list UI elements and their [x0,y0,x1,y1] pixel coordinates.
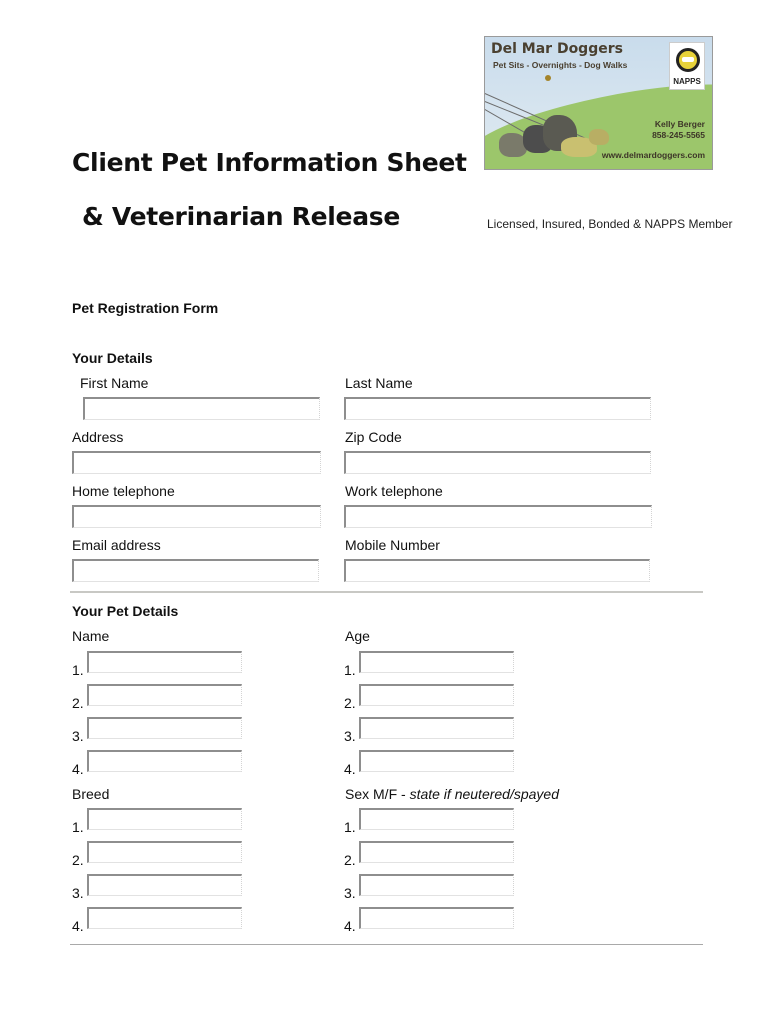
pet-age-input-4[interactable] [361,752,513,771]
section-divider [70,591,703,593]
breed-label: Breed [72,786,110,802]
work-telephone-label: Work telephone [345,483,443,499]
business-card [484,36,713,170]
pet-age-input-3[interactable] [361,719,513,738]
pet-breed-field-4[interactable] [87,907,242,929]
row-number: 3. [344,885,356,901]
pet-age-field-4[interactable] [359,750,514,772]
pet-age-label: Age [345,628,370,644]
pet-sex-field-1[interactable] [359,808,514,830]
row-number: 3. [344,728,356,744]
email-address-field[interactable] [72,559,319,582]
pet-age-field-1[interactable] [359,651,514,673]
pet-name-field-4[interactable] [87,750,242,772]
zip-code-label: Zip Code [345,429,402,445]
pet-age-input-1[interactable] [361,653,513,672]
sex-label [345,786,559,802]
page-title-line1: Client Pet Information Sheet [72,148,467,177]
pet-sex-field-3[interactable] [359,874,514,896]
napps-label: NAPPS [673,77,701,86]
last-name-field[interactable] [344,397,651,420]
row-number: 4. [72,761,84,777]
pet-breed-input-1[interactable] [89,810,241,829]
row-number: 2. [344,695,356,711]
pet-name-field-3[interactable] [87,717,242,739]
bee-icon [545,75,551,81]
contact-name: Kelly Berger [654,119,705,129]
first-name-field[interactable] [83,397,320,420]
zip-code-field[interactable] [344,451,651,474]
pet-breed-field-1[interactable] [87,808,242,830]
pet-age-field-3[interactable] [359,717,514,739]
last-name-label: Last Name [345,375,413,391]
pet-sex-input-4[interactable] [361,909,513,928]
row-number: 1. [344,819,356,835]
mobile-number-field[interactable] [344,559,650,582]
row-number: 2. [344,852,356,868]
mobile-number-input[interactable] [346,561,649,581]
row-number: 4. [344,761,356,777]
pet-sex-input-2[interactable] [361,843,513,862]
home-telephone-input[interactable] [74,507,320,527]
pet-name-input-1[interactable] [89,653,241,672]
first-name-input[interactable] [85,399,319,419]
row-number: 1. [72,662,84,678]
napps-seal-icon [676,48,700,72]
zip-code-input[interactable] [346,453,650,473]
napps-badge [669,42,705,90]
home-telephone-field[interactable] [72,505,321,528]
contact-info [652,119,705,141]
row-number: 4. [72,918,84,934]
pet-name-field-1[interactable] [87,651,242,673]
pet-sex-input-3[interactable] [361,876,513,895]
pet-name-field-2[interactable] [87,684,242,706]
pet-sex-field-4[interactable] [359,907,514,929]
row-number: 2. [72,852,84,868]
pet-age-field-2[interactable] [359,684,514,706]
pet-details-heading: Your Pet Details [72,603,179,619]
pet-sex-input-1[interactable] [361,810,513,829]
dog-graphic [589,129,609,145]
contact-phone: 858-245-5565 [652,130,705,140]
your-details-heading: Your Details [72,350,153,366]
services-text: Pet Sits - Overnights - Dog Walks [493,60,628,70]
pet-breed-input-4[interactable] [89,909,241,928]
pet-breed-field-2[interactable] [87,841,242,863]
row-number: 3. [72,728,84,744]
pet-name-input-2[interactable] [89,686,241,705]
pet-breed-field-3[interactable] [87,874,242,896]
first-name-label: First Name [80,375,149,391]
last-name-input[interactable] [346,399,650,419]
sex-label-hint: state if neutered/spayed [409,786,559,802]
pet-name-input-4[interactable] [89,752,241,771]
pet-name-label: Name [72,628,110,644]
address-field[interactable] [72,451,321,474]
pet-name-input-3[interactable] [89,719,241,738]
pet-breed-input-3[interactable] [89,876,241,895]
address-input[interactable] [74,453,320,473]
tagline: Licensed, Insured, Bonded & NAPPS Member [487,217,733,231]
row-number: 1. [344,662,356,678]
work-telephone-input[interactable] [346,507,651,527]
website-text: www.delmardoggers.com [601,150,705,160]
pet-sex-field-2[interactable] [359,841,514,863]
row-number: 4. [344,918,356,934]
pet-age-input-2[interactable] [361,686,513,705]
mobile-number-label: Mobile Number [345,537,440,553]
row-number: 1. [72,819,84,835]
pet-breed-input-2[interactable] [89,843,241,862]
row-number: 3. [72,885,84,901]
address-label: Address [72,429,124,445]
page-title-line2: & Veterinarian Release [82,202,401,231]
home-telephone-label: Home telephone [72,483,175,499]
email-address-label: Email address [72,537,161,553]
row-number: 2. [72,695,84,711]
sex-label-text: Sex M/F - [345,786,410,802]
email-address-input[interactable] [74,561,318,581]
form-title: Pet Registration Form [72,300,219,316]
work-telephone-field[interactable] [344,505,652,528]
section-divider-bottom [70,944,703,945]
brand-name: Del Mar Doggers [491,41,623,57]
